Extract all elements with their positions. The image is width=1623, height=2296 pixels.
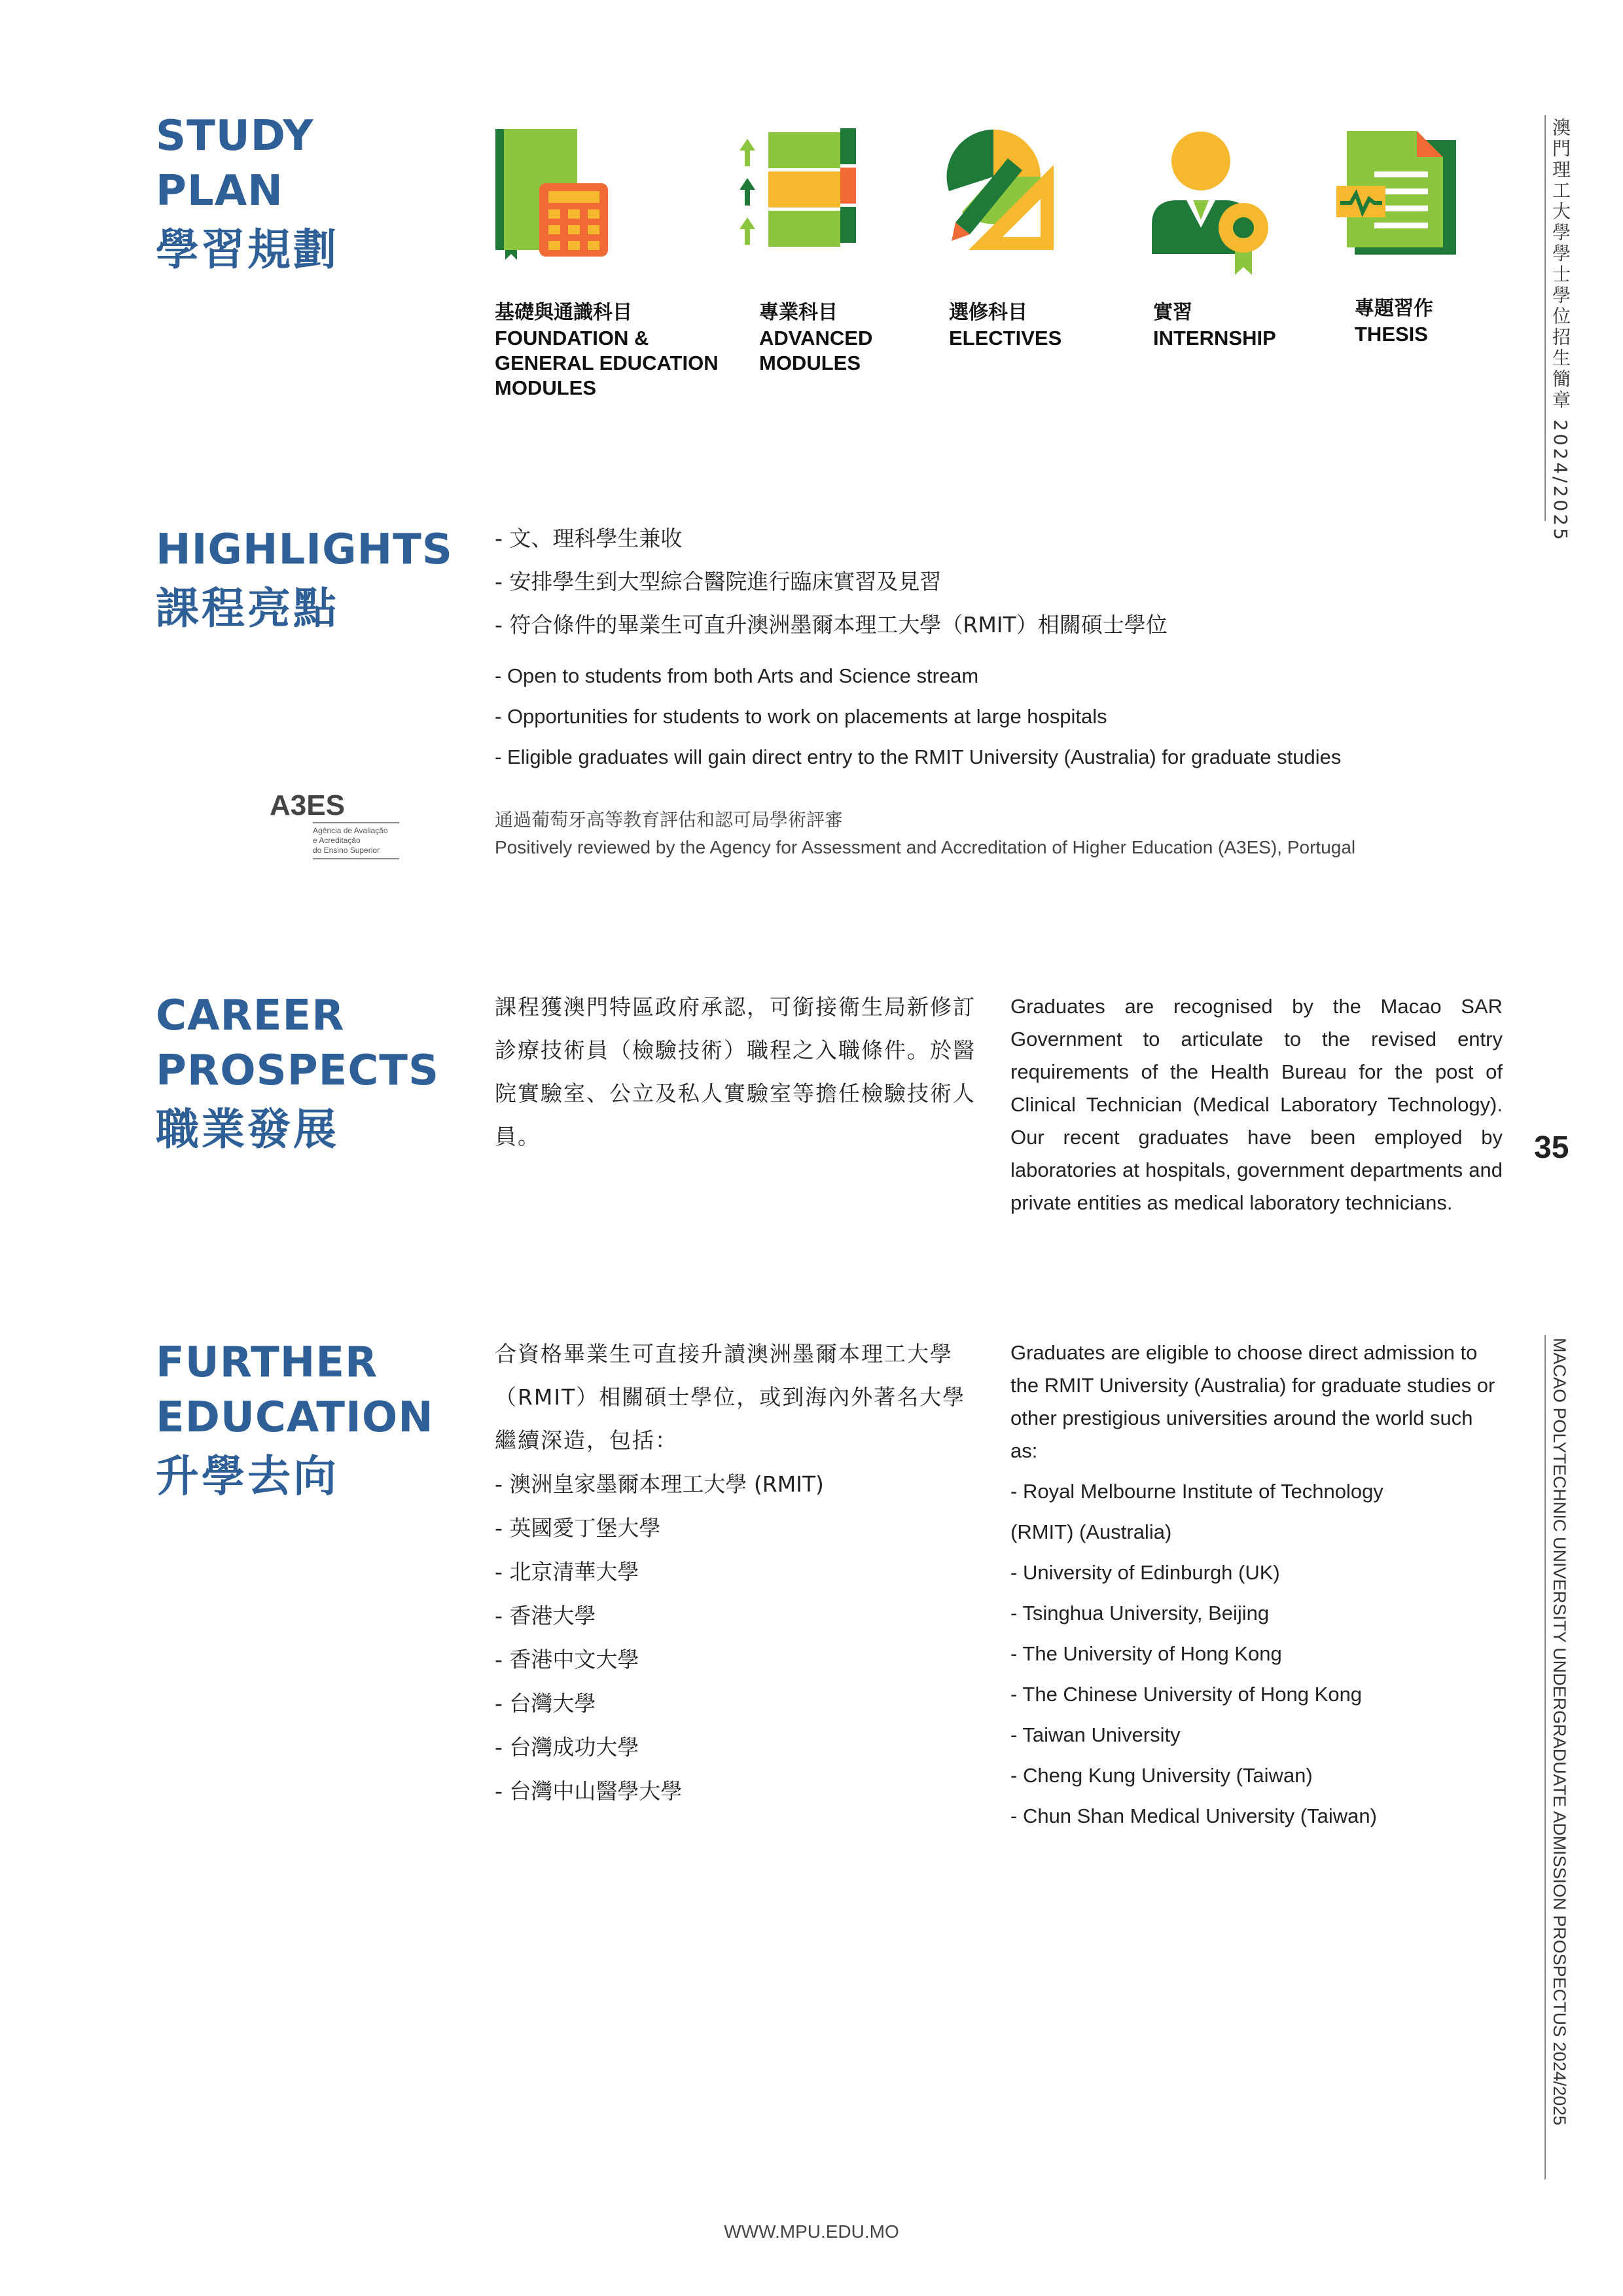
- a3es-logo-sub: e Acreditação: [313, 836, 361, 845]
- career-heading-en-2: PROSPECTS: [156, 1047, 440, 1095]
- module-internship-zh: 實習: [1153, 301, 1192, 324]
- highlight-zh-item: - 符合條件的畢業生可直升澳洲墨爾本理工大學（RMIT）相關碩士學位: [495, 603, 1542, 647]
- highlight-zh-item: - 文、理科學生兼收: [495, 517, 1542, 560]
- footer-url[interactable]: WWW.MPU.EDU.MO: [724, 2221, 899, 2242]
- module-advanced-en: ADVANCED MODULES: [759, 327, 873, 374]
- university-zh-item: - 英國愛丁堡大學: [495, 1506, 987, 1550]
- university-zh-item: - 香港中文大學: [495, 1638, 987, 1681]
- a3es-logo-sub: do Ensino Superior: [313, 846, 380, 855]
- university-en-item: - The Chinese University of Hong Kong: [1010, 1674, 1503, 1715]
- university-zh-item: - 澳洲皇家墨爾本理工大學 (RMIT): [495, 1462, 987, 1506]
- further-en-column: [1010, 1336, 1503, 1837]
- highlight-en-item: - Open to students from both Arts and Science stream: [495, 656, 1542, 696]
- career-text-zh: 課程獲澳門特區政府承認，可銜接衛生局新修訂診療技術員（檢驗技術）職程之入職條件。於醫院實驗室、公立及私人實驗室等擔任檢驗技術人員。: [495, 994, 976, 1149]
- career-heading-en-1: CAREER: [156, 992, 345, 1040]
- career-heading: [156, 988, 439, 1161]
- further-heading-en-2: EDUCATION: [156, 1393, 434, 1442]
- career-heading-zh: 職業發展: [156, 1104, 339, 1155]
- university-en-item: - Tsinghua University, Beijing: [1010, 1593, 1503, 1634]
- university-en-item: - Taiwan University: [1010, 1715, 1503, 1755]
- module-thesis: [1355, 296, 1486, 347]
- side-title-en: MACAO POLYTECHNIC UNIVERSITY UNDERGRADUATE ADMISSION PROSPECTUS 2024/2025: [1550, 1338, 1569, 2126]
- a3es-logo-sub: Agência de Avaliação: [313, 826, 388, 835]
- university-en-item: - Chun Shan Medical University (Taiwan): [1010, 1796, 1503, 1837]
- highlights-heading-zh: 課程亮點: [156, 583, 339, 634]
- further-intro-en: Graduates are eligible to choose direct admission to the RMIT University (Australia) for graduate studies or other prestigious universities around the world such as:: [1010, 1341, 1495, 1462]
- a3es-logo-title: A3ES: [270, 789, 345, 821]
- highlight-en-item: - Eligible graduates will gain direct entry to the RMIT University (Australia) for graduate studies: [495, 737, 1542, 778]
- module-foundation-zh: 基礎與通識科目: [495, 301, 632, 324]
- calculator-book-icon: [492, 126, 613, 263]
- a3es-logo: [270, 789, 401, 859]
- module-electives-en: ELECTIVES: [949, 327, 1062, 350]
- side-rule-top: [1544, 115, 1546, 521]
- document-icon: [1335, 128, 1466, 259]
- university-zh-item: - 台灣中山醫學大學: [495, 1769, 987, 1813]
- chart-ruler-icon: [942, 126, 1063, 257]
- further-zh-column: [495, 1333, 987, 1813]
- module-thesis-en: THESIS: [1355, 323, 1428, 346]
- module-foundation: [495, 300, 730, 401]
- module-advanced-zh: 專業科目: [759, 301, 838, 324]
- university-en-item: - The University of Hong Kong: [1010, 1634, 1503, 1674]
- person-badge-icon: [1149, 130, 1276, 280]
- university-zh-item: - 台灣成功大學: [495, 1725, 987, 1769]
- module-electives: [949, 300, 1113, 351]
- university-zh-item: - 北京清華大學: [495, 1550, 987, 1594]
- side-rule-bottom: [1544, 1335, 1546, 2179]
- highlights-list-en: [495, 656, 1542, 778]
- university-zh-item: - 台灣大學: [495, 1681, 987, 1725]
- highlights-heading-en: HIGHLIGHTS: [156, 526, 453, 574]
- module-advanced: [759, 300, 903, 376]
- study-plan-heading-en-1: STUDY: [156, 112, 314, 160]
- module-internship-en: INTERNSHIP: [1153, 327, 1276, 350]
- study-plan-heading-zh: 學習規劃: [156, 224, 339, 275]
- highlight-en-item: - Opportunities for students to work on placements at large hospitals: [495, 696, 1542, 737]
- further-heading-zh: 升學去向: [156, 1451, 339, 1501]
- study-plan-heading-en-2: PLAN: [156, 167, 283, 215]
- stacked-blocks-icon: [734, 126, 865, 253]
- side-title-zh: 澳門理工大學學士學位招生簡章 2024/2025: [1550, 118, 1571, 543]
- university-zh-item: - 香港大學: [495, 1594, 987, 1638]
- further-heading-en-1: FURTHER: [156, 1338, 378, 1387]
- accreditation-text-en: Positively reviewed by the Agency for Assessment and Accreditation of Higher Education (A3ES), Portugal: [495, 837, 1356, 857]
- further-intro-zh: 合資格畢業生可直接升讀澳洲墨爾本理工大學（RMIT）相關碩士學位，或到海內外著名大學繼續深造，包括：: [495, 1341, 966, 1453]
- highlights-heading: [156, 522, 453, 640]
- career-text-en: Graduates are recognised by the Macao SAR Government to articulate to the revised entry requirements of the Health Bureau for the post of Clinical Technician (Medical Laboratory Technology). Our recent graduates have been employed by laboratories at hospitals, government departments and private entities as medical laboratory technicians.: [1010, 995, 1503, 1214]
- university-en-item: - Cheng Kung University (Taiwan): [1010, 1755, 1503, 1796]
- module-thesis-zh: 專題習作: [1355, 297, 1433, 320]
- module-internship: [1153, 300, 1317, 351]
- accreditation-text: [495, 806, 1542, 861]
- university-en-item: - University of Edinburgh (UK): [1010, 1552, 1503, 1593]
- page-number: 35: [1534, 1130, 1569, 1165]
- university-en-item: - Royal Melbourne Institute of Technology (RMIT) (Australia): [1010, 1471, 1429, 1552]
- module-foundation-en: FOUNDATION & GENERAL EDUCATION MODULES: [495, 327, 719, 399]
- highlights-list-zh: [495, 517, 1542, 647]
- study-plan-heading: [156, 109, 339, 281]
- accreditation-text-zh: 通過葡萄牙高等教育評估和認可局學術評審: [495, 810, 844, 830]
- highlight-zh-item: - 安排學生到大型綜合醫院進行臨床實習及見習: [495, 560, 1542, 603]
- further-heading: [156, 1335, 434, 1508]
- module-electives-zh: 選修科目: [949, 301, 1027, 324]
